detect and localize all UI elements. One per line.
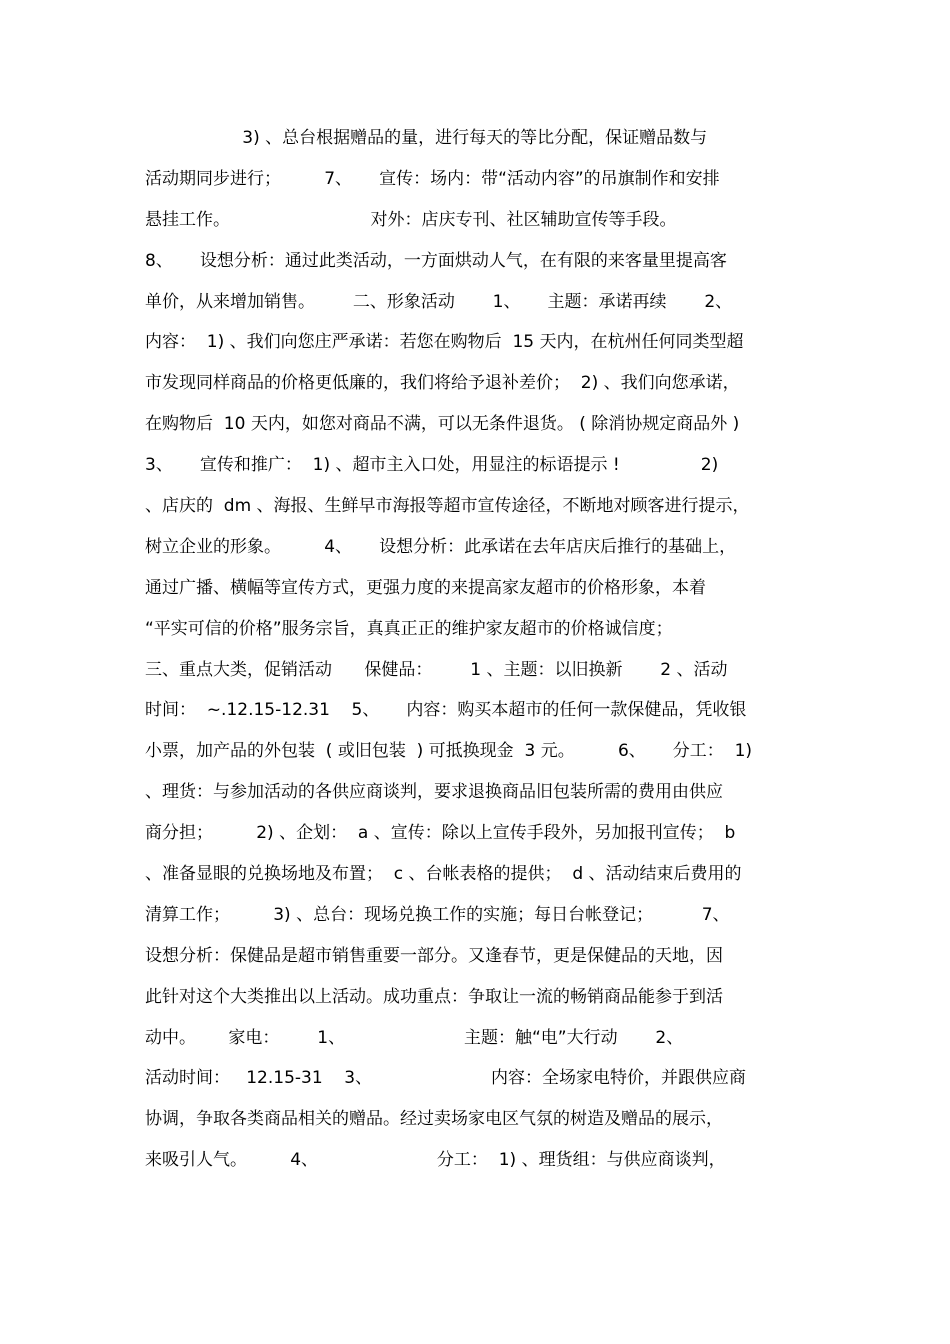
text-line: 活动时间： 12.15-31 3、 内容：全场家电特价，并跟供应商 xyxy=(145,1068,746,1089)
body-text xyxy=(145,118,807,1181)
text-line: 、店庆的 dm 、海报、生鲜早市海报等超市宣传途径，不断地对顾客进行提示， xyxy=(145,496,750,517)
text-line: 协调，争取各类商品相关的赠品。经过卖场家电区气氛的树造及赠品的展示， xyxy=(145,1109,723,1130)
text-line: 、理货：与参加活动的各供应商谈判，要求退换商品旧包装所需的费用由供应 xyxy=(145,782,723,803)
text-line: 来吸引人气。 4、 分工： 1) 、理货组：与供应商谈判， xyxy=(145,1150,726,1171)
text-line: 市发现同样商品的价格更低廉的，我们将给予退补差价； 2) 、我们向您承诺， xyxy=(145,373,740,394)
text-line: 3) 、总台根据赠品的量，进行每天的等比分配，保证赠品数与 xyxy=(145,128,708,148)
text-line: 设想分析：保健品是超市销售重要一部分。又逢春节，更是保健品的天地，因 xyxy=(145,945,723,966)
text-line: 小票，加产品的外包装 ( 或旧包装 ) 可抵换现金 3 元。 6、 分工： 1) xyxy=(145,741,753,762)
text-line: 活动期同步进行； 7、 宣传：场内：带“活动内容”的吊旗制作和安排 xyxy=(145,168,720,189)
text-line: 通过广播、横幅等宣传方式，更强力度的来提高家友超市的价格形象，本着 xyxy=(145,577,706,598)
text-line: 时间： ~.12.15-12.31 5、 内容：购买本超市的任何一款保健品，凭收银 xyxy=(145,700,747,721)
text-line: 单价，从来增加销售。 二、形象活动 1、 主题：承诺再续 2、 xyxy=(145,291,733,312)
text-line: 三、重点大类，促销活动 保健品： 1 、主题：以旧换新 2 、活动 xyxy=(145,659,728,680)
text-line: 商分担； 2) 、企划： a 、宣传：除以上宣传手段外，另加报刊宣传； b xyxy=(145,823,736,844)
text-line: 在购物后 10 天内，如您对商品不满，可以无条件退货。 ( 除消协规定商品外 ) xyxy=(145,414,740,435)
text-line: 悬挂工作。 对外：店庆专刊、社区辅助宣传等手段。 xyxy=(145,209,677,230)
text-line: 清算工作； 3) 、总台：现场兑换工作的实施；每日台帐登记； 7、 xyxy=(145,904,730,925)
text-line: 树立企业的形象。 4、 设想分析：此承诺在去年店庆后推行的基础上， xyxy=(145,536,737,557)
text-line: 8、 设想分析：通过此类活动，一方面烘动人气，在有限的来客量里提高客 xyxy=(145,250,727,271)
text-line: 动中。 家电： 1、 主题：触“电”大行动 2、 xyxy=(145,1027,684,1048)
text-line: 此针对这个大类推出以上活动。成功重点：争取让一流的畅销商品能参于到活 xyxy=(145,986,723,1007)
text-line: 、准备显眼的兑换场地及布置； c 、台帐表格的提供； d 、活动结束后费用的 xyxy=(145,864,742,885)
text-line: “平实可信的价格”服务宗旨，真真正正的维护家友超市的价格诚信度； xyxy=(145,618,673,639)
text-line: 3、 宣传和推广： 1) 、超市主入口处，用显注的标语提示 ! 2) xyxy=(145,455,719,476)
text-line: 内容： 1) 、我们向您庄严承诺：若您在购物后 15 天内，在杭州任何同类型超 xyxy=(145,332,744,353)
